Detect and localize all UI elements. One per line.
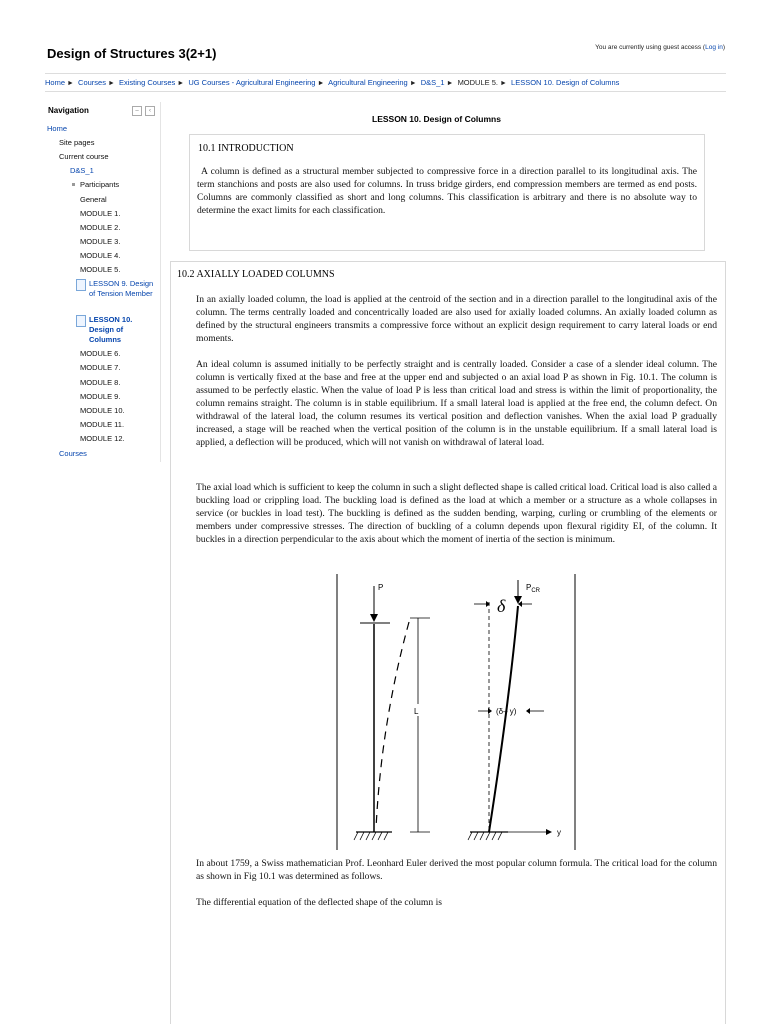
breadcrumb-agricultural-engineering[interactable]: Agricultural Engineering <box>328 78 408 87</box>
nav-module-8[interactable]: MODULE 8. <box>80 378 121 387</box>
label-y: y <box>557 828 561 837</box>
delta-arrowhead-left <box>486 601 490 607</box>
nav-course[interactable]: D&S_1 <box>70 166 94 175</box>
y-axis-arrowhead <box>546 829 552 835</box>
breadcrumb-module: MODULE 5. <box>457 78 498 87</box>
nav-module-2[interactable]: MODULE 2. <box>80 223 121 232</box>
straight-column <box>354 583 430 840</box>
paragraph-1: In an axially loaded column, the load is applied at the centroid of the section and in a direction parallel to the longitudinal axis of the column. The terms centrally loaded and concentrically loaded are also used for axially loaded columns. An axially loaded column as defined by the structural engineers transmits a compressive force without an explicit design requirement to carry lateral loads or end moments. <box>196 294 717 344</box>
nav-site-pages[interactable]: Site pages <box>59 138 95 147</box>
nav-participants[interactable]: Participants <box>80 180 120 189</box>
nav-module-5[interactable]: MODULE 5. <box>80 265 121 274</box>
breadcrumb-separator-icon: ► <box>317 80 325 87</box>
navigation-block <box>45 102 161 462</box>
nav-module-10[interactable]: MODULE 10. <box>80 406 125 415</box>
paragraph-2: An ideal column is assumed initially to be perfectly straight and is centrally loaded. Consider a case of a slender ideal column. The column is vertically fixed at the base and free at the upper end and subjected o an axial load P as shown in Fig. 10.1. The column is assumed to be perfectly elastic. When the value of load P is less than critical load and stress is within the limit of proportionality, the column remains straight. The column is in stable equilibrium. If a small lateral load is applied at the free end, the column defect. On withdrawal of the lateral load, the column resumes its vertical position and deflection vanishes. When the axial load P gradually increased, a stage will be reached when the vertical position of the column is in the unstable equilibrium. If a small lateral load is applied, a deflection will be produced, which will not vanish on withdrawal of lateral load. <box>196 359 717 448</box>
bullet-icon <box>72 183 75 186</box>
breadcrumb-lesson[interactable]: LESSON 10. Design of Columns <box>511 78 620 87</box>
breadcrumb-separator-icon: ► <box>107 80 115 87</box>
document-icon <box>76 315 86 327</box>
paragraph-4: In about 1759, a Swiss mathematician Prof. Leonhard Euler derived the most popular column formula. The critical load for the column as shown in Fig 10.1 was determined as follows. <box>196 858 717 882</box>
nav-module-6[interactable]: MODULE 6. <box>80 349 121 358</box>
nav-current-course[interactable]: Current course <box>59 152 109 161</box>
breadcrumb <box>45 73 726 92</box>
lesson-title: LESSON 10. Design of Columns <box>372 114 501 124</box>
dy-arrowhead-left <box>488 708 492 714</box>
paragraph-3: The axial load which is sufficient to keep the column in such a slight deflected shape is called critical load. Critical load is also called a buckling load or crippling load. The buckling load is defined as the load at which a member or a structure as a whole collapses in service (or buckles in load test). The buckling is defined as the sudden bending, warping, curling or crumbling of the elements or members under compressive stresses. The direction of buckling of a column depends upon flexural rigidity EI, of the column. It buckles in a direction perpendicular to the axis about which the moment of inertia of the section is minimum. <box>196 482 717 545</box>
page-title: Design of Structures 3(2+1) <box>47 46 217 61</box>
intro-heading: 10.1 INTRODUCTION <box>198 143 294 154</box>
label-l: L <box>414 707 419 716</box>
label-p: P <box>378 583 384 592</box>
breadcrumb-courses[interactable]: Courses <box>78 78 106 87</box>
document-icon <box>76 279 86 291</box>
login-link[interactable]: Log in <box>705 44 723 51</box>
guest-access-info: You are currently using guest access (Log in) <box>595 44 725 51</box>
label-delta: δ <box>497 596 506 616</box>
navigation-header <box>45 102 160 118</box>
nav-lesson-10[interactable]: LESSON 10. Design of Columns <box>89 315 133 344</box>
breadcrumb-separator-icon: ► <box>446 80 454 87</box>
label-dy: (δ– y) <box>496 707 517 716</box>
breadcrumb-separator-icon: ► <box>409 80 417 87</box>
nav-module-4[interactable]: MODULE 4. <box>80 251 121 260</box>
column-buckling-figure <box>334 574 578 850</box>
nav-module-12[interactable]: MODULE 12. <box>80 434 125 443</box>
base-hatch <box>354 832 388 840</box>
label-pcr: $P_{CR}$ <box>526 583 541 594</box>
nav-module-9[interactable]: MODULE 9. <box>80 392 121 401</box>
deflected-dashed-curve <box>376 622 409 829</box>
dy-arrowhead-right <box>526 708 530 714</box>
collapse-block-icon[interactable]: – <box>132 106 142 116</box>
load-arrowhead <box>370 614 378 622</box>
dock-block-icon[interactable]: ‹ <box>145 106 155 116</box>
section-heading: 10.2 AXIALLY LOADED COLUMNS <box>177 269 335 280</box>
nav-general[interactable]: General <box>80 195 107 204</box>
intro-paragraph: A column is defined as a structural member subjected to compressive force in a direction parallel to its longitudinal axis. The term stanchions and posts are also used for columns. In truss bridge girders, end compression members are termed as end posts. Columns are commonly classified as short and long columns. This classification is arbitrary and there is no absolute way to determine the exact limits for each classification. <box>197 166 697 216</box>
buckled-base-hatch <box>468 832 502 840</box>
nav-module-11[interactable]: MODULE 11. <box>80 420 125 429</box>
breadcrumb-ug-courses[interactable]: UG Courses - Agricultural Engineering <box>188 78 316 87</box>
breadcrumb-home[interactable]: Home <box>45 78 66 87</box>
paragraph-5: The differential equation of the deflected shape of the column is <box>196 897 442 908</box>
column-diagram <box>334 574 578 850</box>
nav-module-1[interactable]: MODULE 1. <box>80 209 121 218</box>
buckled-column <box>468 580 561 840</box>
breadcrumb-existing-courses[interactable]: Existing Courses <box>119 78 176 87</box>
nav-courses[interactable]: Courses <box>59 449 87 458</box>
nav-module-7[interactable]: MODULE 7. <box>80 363 121 372</box>
breadcrumb-separator-icon: ► <box>67 80 74 87</box>
navigation-title: Navigation <box>48 106 89 115</box>
nav-module-3[interactable]: MODULE 3. <box>80 237 121 246</box>
breadcrumb-separator-icon: ► <box>500 80 507 87</box>
nav-lesson-9[interactable]: LESSON 9. Design of Tension Member <box>89 279 154 298</box>
breadcrumb-separator-icon: ► <box>177 80 185 87</box>
nav-home[interactable]: Home <box>47 124 68 133</box>
breadcrumb-course[interactable]: D&S_1 <box>420 78 445 87</box>
buckled-column-curve <box>489 606 518 832</box>
